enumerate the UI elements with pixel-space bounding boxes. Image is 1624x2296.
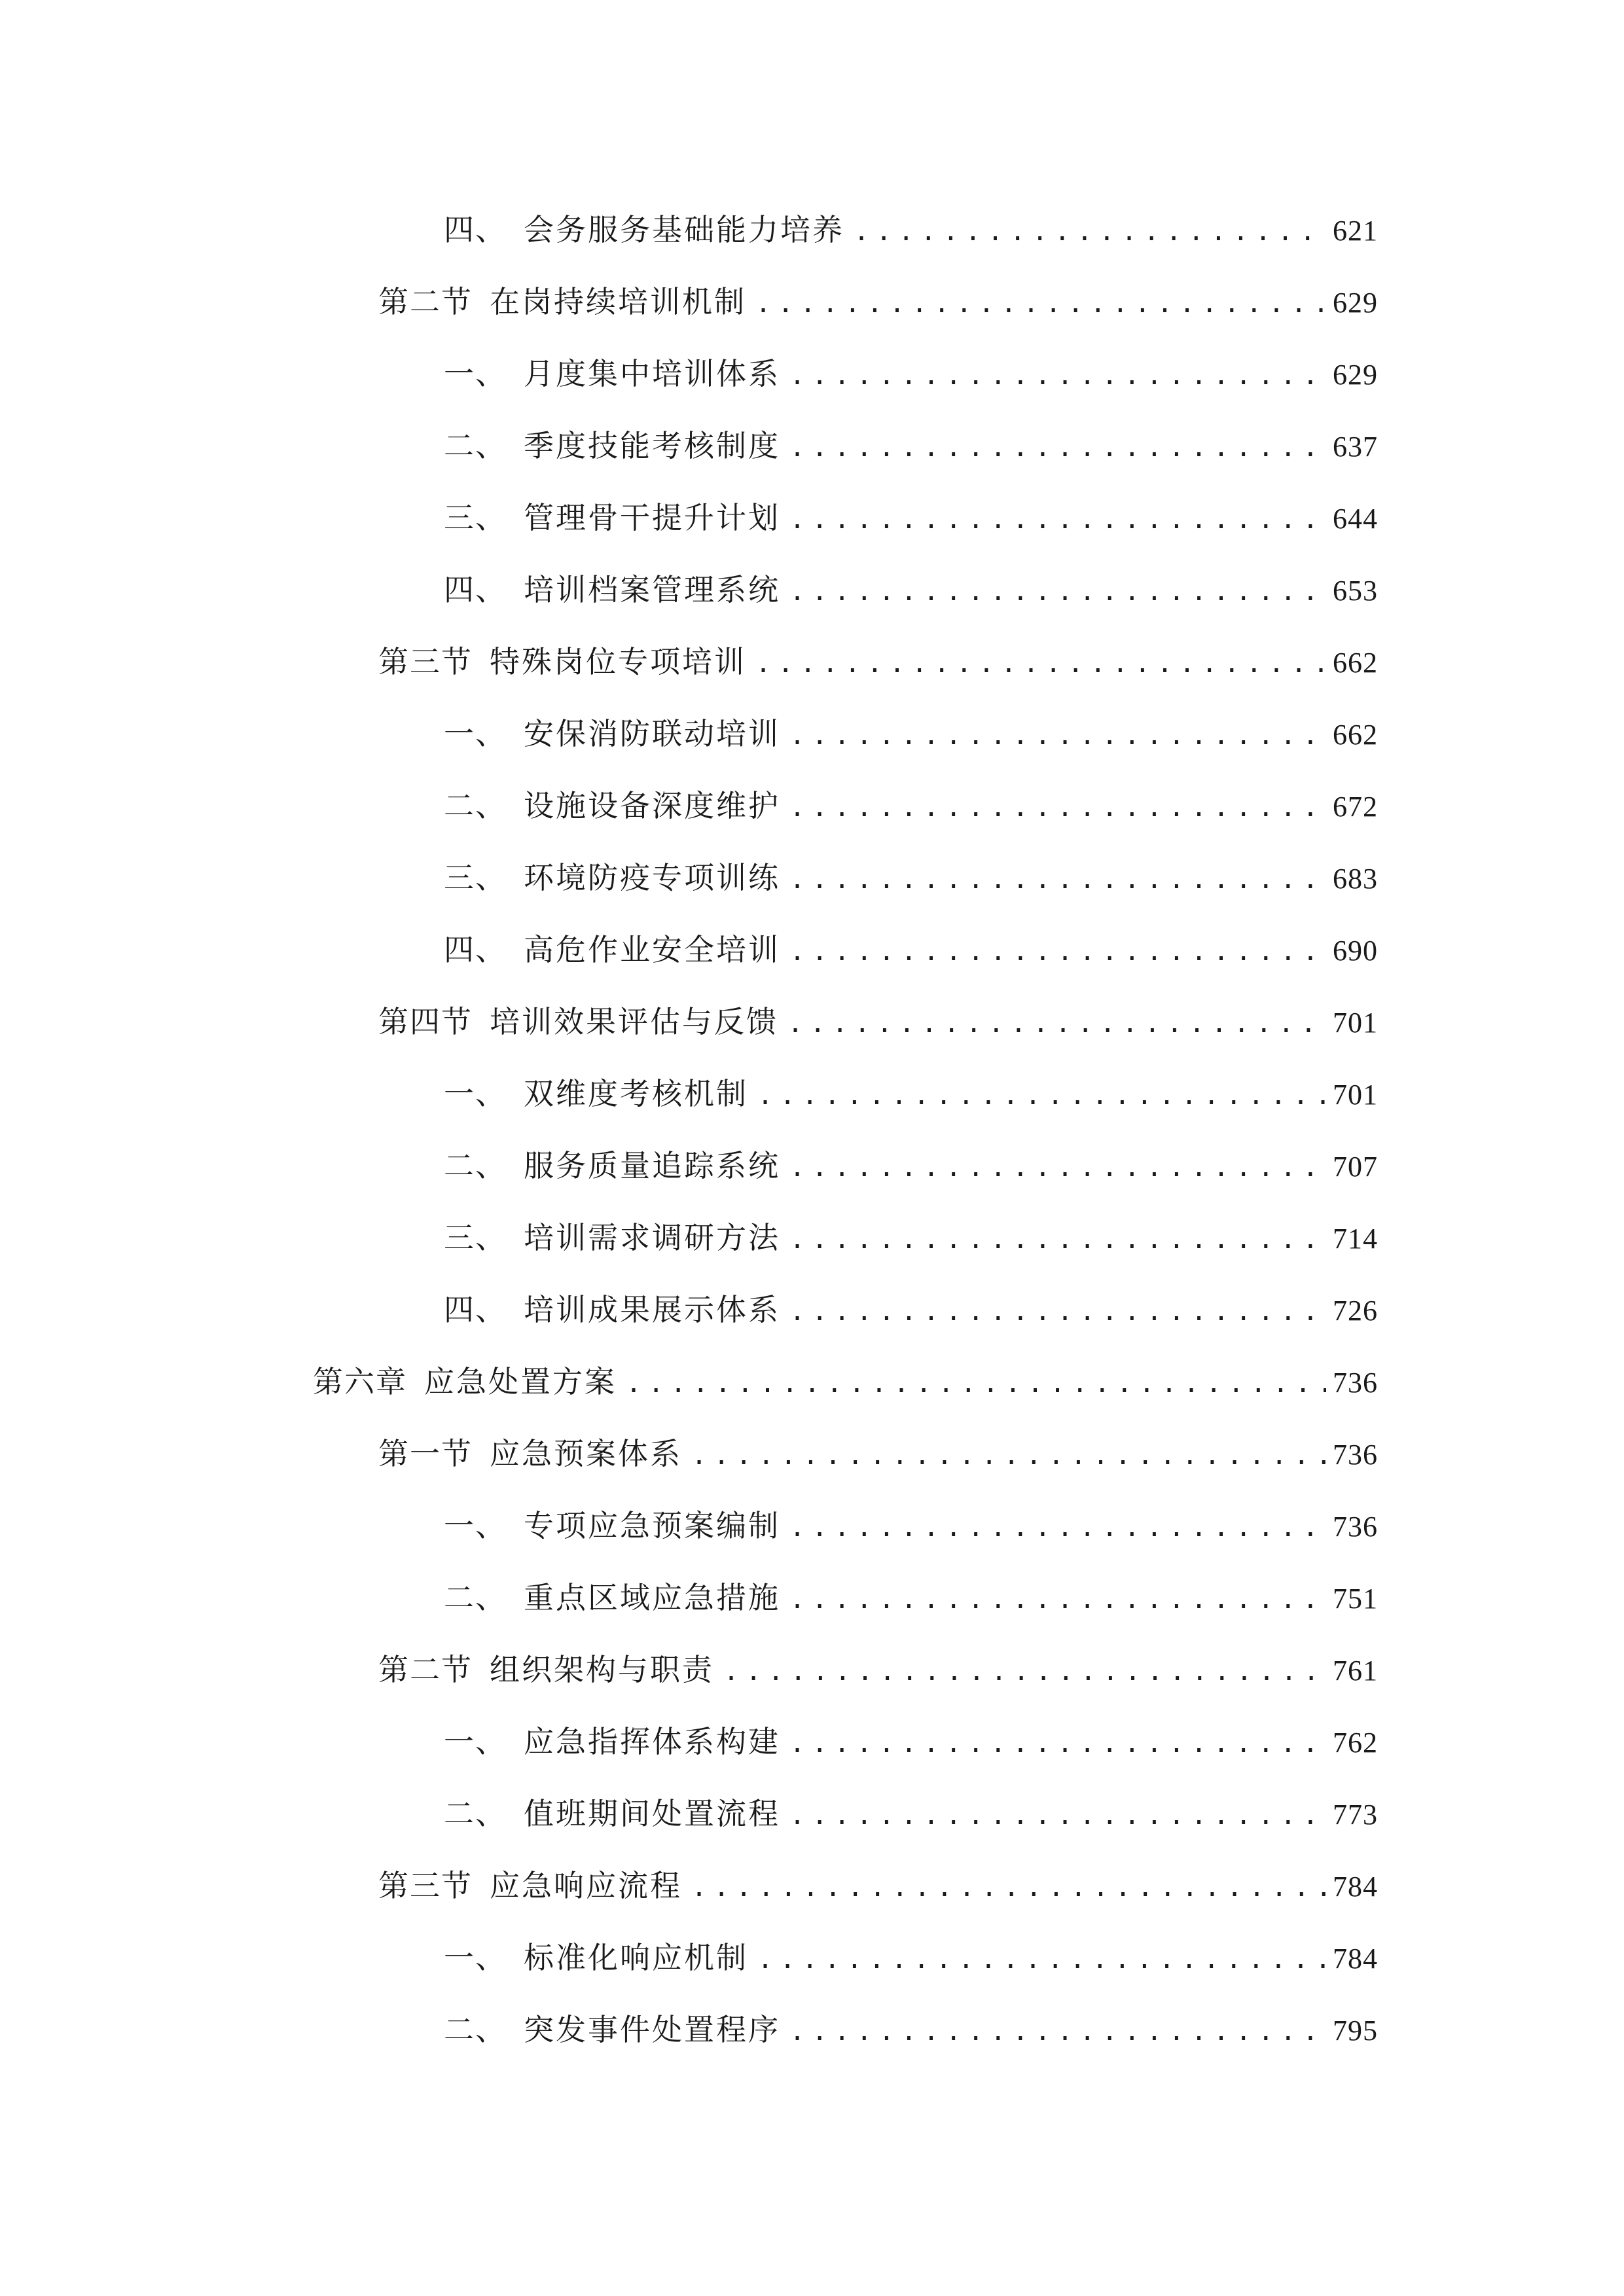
toc-dot-leader xyxy=(789,1213,1326,1266)
toc-dot-leader xyxy=(789,493,1326,546)
toc-entry[interactable] xyxy=(444,564,1378,616)
toc-entry-title: 环境防疫专项训练 xyxy=(524,860,780,895)
toc-entry[interactable] xyxy=(444,204,1378,256)
toc-entry-page: 701 xyxy=(1333,1079,1378,1111)
toc-entry-number: 二、 xyxy=(444,788,507,823)
toc-entry-title: 组织架构与职责 xyxy=(490,1652,714,1687)
toc-dot-leader xyxy=(789,1573,1326,1626)
toc-entry-page: 714 xyxy=(1333,1223,1378,1255)
toc-dot-leader xyxy=(755,278,1326,330)
toc-entry-number: 四、 xyxy=(444,1292,507,1327)
toc-entry-page: 784 xyxy=(1333,1943,1378,1975)
toc-entry-number: 第二节 xyxy=(378,284,473,319)
toc-dot-leader xyxy=(789,1501,1326,1554)
toc-entry-title: 季度技能考核制度 xyxy=(524,428,780,463)
toc-entry-page: 690 xyxy=(1333,935,1378,967)
toc-entry-page: 736 xyxy=(1333,1439,1378,1471)
toc-dot-leader xyxy=(789,422,1326,474)
toc-entry-number: 二、 xyxy=(444,1796,507,1831)
toc-dot-leader xyxy=(626,1357,1326,1410)
toc-entry-page: 736 xyxy=(1333,1367,1378,1399)
toc-entry-number: 四、 xyxy=(444,572,507,607)
toc-entry-number: 二、 xyxy=(444,428,507,463)
toc-entry-page: 672 xyxy=(1333,791,1378,823)
toc-entry-title: 高危作业安全培训 xyxy=(524,932,780,967)
toc-entry-title: 应急指挥体系构建 xyxy=(524,1724,780,1759)
toc-dot-leader xyxy=(757,1069,1326,1122)
toc-dot-leader xyxy=(789,853,1326,906)
toc-entry-page: 751 xyxy=(1333,1583,1378,1615)
toc-entry-page: 637 xyxy=(1333,431,1378,463)
toc-entry[interactable] xyxy=(444,1211,1378,1264)
toc-entry-page: 629 xyxy=(1333,287,1378,319)
toc-entry-title: 应急预案体系 xyxy=(490,1436,682,1471)
toc-entry[interactable] xyxy=(444,1571,1378,1624)
toc-entry-page: 726 xyxy=(1333,1295,1378,1327)
toc-entry-page: 701 xyxy=(1333,1007,1378,1039)
toc-entry-number: 二、 xyxy=(444,1580,507,1615)
toc-dot-leader xyxy=(789,1141,1326,1194)
toc-entry-number: 第三节 xyxy=(378,644,473,679)
toc-entry[interactable] xyxy=(444,780,1378,832)
toc-entry[interactable] xyxy=(444,1787,1378,1840)
toc-dot-leader xyxy=(789,709,1326,762)
toc-entry-page: 795 xyxy=(1333,2015,1378,2047)
toc-entry-number: 一、 xyxy=(444,1508,507,1543)
toc-entry[interactable] xyxy=(444,1715,1378,1768)
toc-entry-number: 四、 xyxy=(444,932,507,967)
toc-entry[interactable] xyxy=(444,492,1378,544)
toc-entry-title: 会务服务基础能力培养 xyxy=(524,212,844,247)
toc-entry[interactable] xyxy=(378,276,1378,328)
toc-dot-leader xyxy=(854,206,1326,258)
toc-dot-leader xyxy=(757,1933,1326,1986)
toc-entry-title: 设施设备深度维护 xyxy=(524,788,780,823)
toc-entry-number: 四、 xyxy=(444,212,507,247)
toc-entry[interactable] xyxy=(444,924,1378,976)
toc-entry-page: 736 xyxy=(1333,1511,1378,1543)
toc-entry[interactable] xyxy=(444,2003,1378,2056)
toc-entry-title: 专项应急预案编制 xyxy=(524,1508,780,1543)
toc-entry-page: 662 xyxy=(1333,647,1378,679)
toc-entry-number: 第三节 xyxy=(378,1868,473,1903)
toc-entry-number: 三、 xyxy=(444,500,507,535)
toc-dot-leader xyxy=(787,997,1326,1050)
toc-entry-title: 培训成果展示体系 xyxy=(524,1292,780,1327)
toc-entry-page: 683 xyxy=(1333,863,1378,895)
toc-entry-number: 第四节 xyxy=(378,1004,473,1039)
toc-dot-leader xyxy=(789,2005,1326,2058)
toc-entry-title: 培训档案管理系统 xyxy=(524,572,780,607)
toc-dot-leader xyxy=(789,1285,1326,1338)
toc-entry[interactable] xyxy=(378,1859,1378,1912)
toc-entry-title: 值班期间处置流程 xyxy=(524,1796,780,1831)
toc-entry-page: 784 xyxy=(1333,1871,1378,1903)
toc-entry-title: 标准化响应机制 xyxy=(524,1940,748,1975)
toc-entry[interactable] xyxy=(444,420,1378,472)
toc-entry-page: 773 xyxy=(1333,1799,1378,1831)
toc-entry[interactable] xyxy=(378,996,1378,1048)
toc-entry-title: 安保消防联动培训 xyxy=(524,716,780,751)
toc-entry-number: 第六章 xyxy=(313,1364,407,1399)
toc-dot-leader xyxy=(723,1645,1326,1698)
toc-entry[interactable] xyxy=(444,1931,1378,1984)
toc-dot-leader xyxy=(789,1717,1326,1770)
toc-entry-number: 一、 xyxy=(444,1724,507,1759)
toc-entry[interactable] xyxy=(313,1355,1378,1408)
toc-entry-number: 一、 xyxy=(444,716,507,751)
toc-entry-number: 一、 xyxy=(444,1940,507,1975)
toc-dot-leader xyxy=(789,565,1326,618)
toc-entry-page: 629 xyxy=(1333,359,1378,391)
toc-dot-leader xyxy=(755,637,1326,690)
toc-entry[interactable] xyxy=(378,1643,1378,1696)
toc-entry-page: 762 xyxy=(1333,1727,1378,1759)
toc-entry-title: 双维度考核机制 xyxy=(524,1076,748,1111)
toc-entry-page: 621 xyxy=(1333,215,1378,247)
toc-entry-title: 管理骨干提升计划 xyxy=(524,500,780,535)
toc-dot-leader xyxy=(691,1429,1326,1482)
toc-entry[interactable] xyxy=(444,1139,1378,1192)
toc-entry-number: 二、 xyxy=(444,2012,507,2047)
toc-entry-title: 特殊岗位专项培训 xyxy=(490,644,746,679)
toc-dot-leader xyxy=(691,1861,1326,1914)
toc-entry-page: 653 xyxy=(1333,575,1378,607)
toc-entry[interactable] xyxy=(444,348,1378,400)
toc-entry-title: 重点区域应急措施 xyxy=(524,1580,780,1615)
toc-entry[interactable] xyxy=(444,1067,1378,1120)
toc-entry[interactable] xyxy=(378,636,1378,688)
toc-entry-number: 第二节 xyxy=(378,1652,473,1687)
toc-entry-title: 月度集中培训体系 xyxy=(524,356,780,391)
toc-entry-number: 一、 xyxy=(444,1076,507,1111)
toc-entry-number: 二、 xyxy=(444,1148,507,1183)
toc-entry-title: 应急处置方案 xyxy=(424,1364,617,1399)
toc-entry-number: 一、 xyxy=(444,356,507,391)
toc-entry-title: 突发事件处置程序 xyxy=(524,2012,780,2047)
toc-entry-number: 三、 xyxy=(444,1220,507,1255)
toc-dot-leader xyxy=(789,1789,1326,1842)
toc-entry-number: 三、 xyxy=(444,860,507,895)
toc-entry-title: 培训效果评估与反馈 xyxy=(490,1004,778,1039)
toc-entry[interactable] xyxy=(378,1427,1378,1480)
toc-entry[interactable] xyxy=(444,1499,1378,1552)
toc-dot-leader xyxy=(789,350,1326,402)
toc-entry-title: 在岗持续培训机制 xyxy=(490,284,746,319)
toc-entry-page: 761 xyxy=(1333,1655,1378,1687)
toc-entry-title: 应急响应流程 xyxy=(490,1868,682,1903)
toc-entry-page: 707 xyxy=(1333,1151,1378,1183)
toc-entry-number: 第一节 xyxy=(378,1436,473,1471)
toc-entry-page: 644 xyxy=(1333,503,1378,535)
toc-entry[interactable] xyxy=(444,852,1378,904)
toc-entry-page: 662 xyxy=(1333,719,1378,751)
toc-dot-leader xyxy=(789,925,1326,978)
toc-entry-title: 培训需求调研方法 xyxy=(524,1220,780,1255)
toc-entry[interactable] xyxy=(444,708,1378,760)
toc-entry[interactable] xyxy=(444,1283,1378,1336)
toc-dot-leader xyxy=(789,781,1326,834)
toc-entry-title: 服务质量追踪系统 xyxy=(524,1148,780,1183)
